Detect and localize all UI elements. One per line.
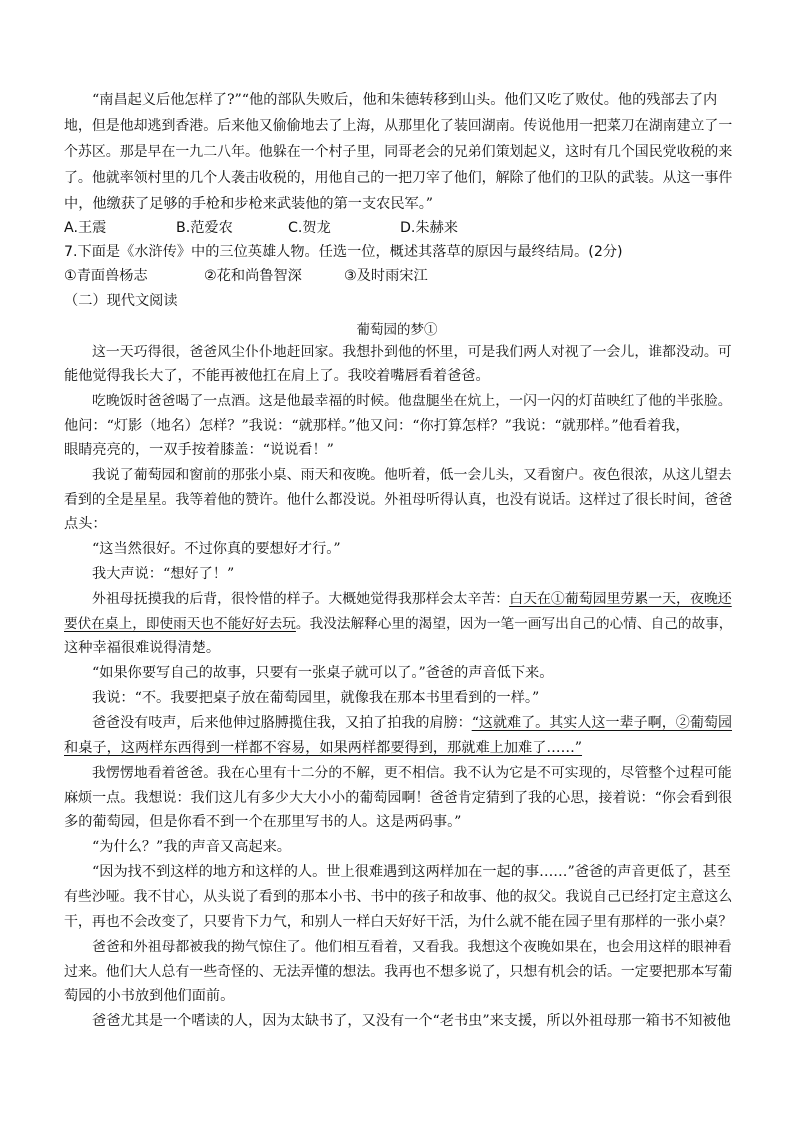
article-line: 爸爸和外祖母都被我的拗气惊住了。他们相互看着，又看我。我想这个夜晚如果在，也会用这样的眼神看: [92, 939, 732, 955]
article-line: 多的葡萄园，但是你看不到一个在那里写书的人。这是两码事。”: [64, 814, 462, 830]
article-line: [64, 614, 732, 634]
q7-question: 7.下面是《水浒传》中的三位英雄人物。任选一位，概述其落草的原因与最终结局。(2分): [64, 244, 623, 260]
q6-option-d: D.朱赫来: [400, 220, 458, 236]
article-line: 我大声说：“想好了！”: [92, 566, 235, 582]
article-line: 我说了葡萄园和窗前的那张小桌、雨天和夜晚。他听着，低一会儿头，又看窗户。夜色很浓，从这儿望去: [92, 467, 732, 483]
article-line: 吃晚饭时爸爸喝了一点酒。这是他最幸福的时候。他盘腿坐在炕上，一闪一闪的灯苗映红了他的半张脸。: [92, 393, 732, 409]
q6-passage-line: 中，他缴获了足够的手枪和步枪来武装他的第一支农民军。”: [64, 196, 434, 212]
article-line: [92, 713, 732, 733]
article-line: 这种幸福很难说得清楚。: [64, 640, 221, 656]
underlined-sentence-2: “这就难了。其实人这一辈子啊，②葡萄园: [471, 715, 733, 731]
article-line: “如果你要写自己的故事，只要有一张桌子就可以了。”爸爸的声音低下来。: [92, 665, 554, 681]
q7-choices: [64, 266, 428, 286]
article-line: 我说：“不。我要把桌子放在葡萄园里，就像我在那本书里看到的一样。”: [92, 690, 540, 706]
q6-passage-line: 了。他就率领村里的几个人袭击收税的，用他自己的一把刀宰了他们，解除了他们的卫队的武装。从这一事件: [64, 170, 733, 186]
article-line: 这一天巧得很，爸爸风尘仆仆地赶回家。我想扑到他的怀里，可是我们两人对视了一会儿，谁都没动。可: [92, 344, 732, 360]
q6-options: [64, 218, 458, 238]
article-line: 萄园的小书放到他们面前。: [64, 988, 235, 1004]
article-line: 麻烦一点。我想说：我们这儿有多少大大小小的葡萄园啊！爸爸肯定猜到了我的心思，接着说：“你会看到很: [64, 790, 733, 806]
q6-passage-line: 地，但是他却逃到香港。后来他又偷偷地去了上海，从那里化了装回湖南。传说他用一把菜刀在湖南建立了一: [64, 118, 733, 134]
plain-text: 。我没法解释心里的渴望，因为一笔一画写出自己的心情、自己的故事，: [295, 616, 733, 632]
article-line: “因为找不到这样的地方和这样的人。世上很难遇到这两样加在一起的事……”爸爸的声音更低了，甚至: [92, 864, 731, 880]
article-line: 有些沙哑。我不甘心，从头说了看到的那本小书、书中的孩子和故事、他的叔父。我说自己已经打定主意这么: [64, 889, 733, 905]
q7-choice-2: ②花和尚鲁智深: [204, 268, 302, 284]
q7-choice-1: ①青面兽杨志: [64, 268, 148, 284]
article-line: 看到的全是星星。我等着他的赞许。他什么都没说。外祖母听得认真，也没有说话。这样过了很长时间，爸爸: [64, 492, 733, 508]
underlined-sentence-2: 和桌子，这两样东西得到一样都不容易，如果两样都要得到，那就难上加难了……”: [64, 740, 583, 756]
q6-passage-line: 个苏区。那是早在一九二八年。他躲在一个村子里，同哥老会的兄弟们策划起义，这时有几个国民党收税的来: [64, 144, 733, 160]
article-line: 我愣愣地看着爸爸。我在心里有十二分的不解，更不相信。我不认为它是不可实现的，尽管整个过程可能: [92, 765, 732, 781]
underlined-sentence-1: 白天在①葡萄园里劳累一天，夜晚还: [509, 591, 732, 607]
q6-option-b: B.范爱农: [176, 220, 233, 236]
article-line: 能他觉得我长大了，不能再被他扛在肩上了。我咬着嘴唇看着爸爸。: [64, 368, 490, 384]
article-line: 过来。他们大人总有一些奇怪的、无法弄懂的想法。我再也不想多说了，只想有机会的话。一定要把那本写葡: [64, 964, 733, 980]
q6-passage-line: “南昌起义后他怎样了?”“他的部队失败后，他和朱德转移到山头。他们又吃了败仗。他的残部去了内: [92, 92, 718, 108]
q7-choice-3: ③及时雨宋江: [344, 268, 428, 284]
article-line: 干，再也不会改变了，只要肯下力气，和别人一样白天好好干活，为什么就不能在园子里有那样的一张小桌？: [64, 914, 733, 930]
article-line: [64, 738, 582, 758]
article-line: “这当然很好。不过你真的要想好才行。”: [92, 541, 341, 557]
q6-option-a: A.王震: [64, 220, 107, 236]
plain-text: 爸爸没有吱声，后来他伸过胳膊揽住我，又拍了拍我的肩膀：: [92, 715, 472, 731]
q6-option-c: C.贺龙: [288, 220, 331, 236]
underlined-sentence-1: 要伏在桌上，即使雨天也不能好好去玩: [64, 616, 296, 632]
article-line: “为什么？”我的声音又高起来。: [92, 839, 291, 855]
plain-text: 外祖母抚摸我的后背，很怜惜的样子。大概她觉得我那样会太辛苦：: [92, 591, 510, 607]
article-line: 爸爸尤其是一个嗜读的人，因为太缺书了，又没有一个“老书虫”来支援，所以外祖母那一箱书不知被他: [92, 1013, 731, 1029]
article-line: 眼睛亮亮的，一双手按着膝盖：“说说看！”: [64, 442, 334, 458]
article-title: 葡萄园的梦①: [356, 322, 438, 338]
article-line: 点头：: [64, 516, 107, 532]
article-line: 他问：“灯影（地名）怎样？”我说：“就那样。”他又问：“你打算怎样？”我说：“就那样。”他看着我，: [64, 418, 690, 434]
article-line: [92, 589, 732, 609]
section-title: （二）现代文阅读: [64, 293, 178, 309]
